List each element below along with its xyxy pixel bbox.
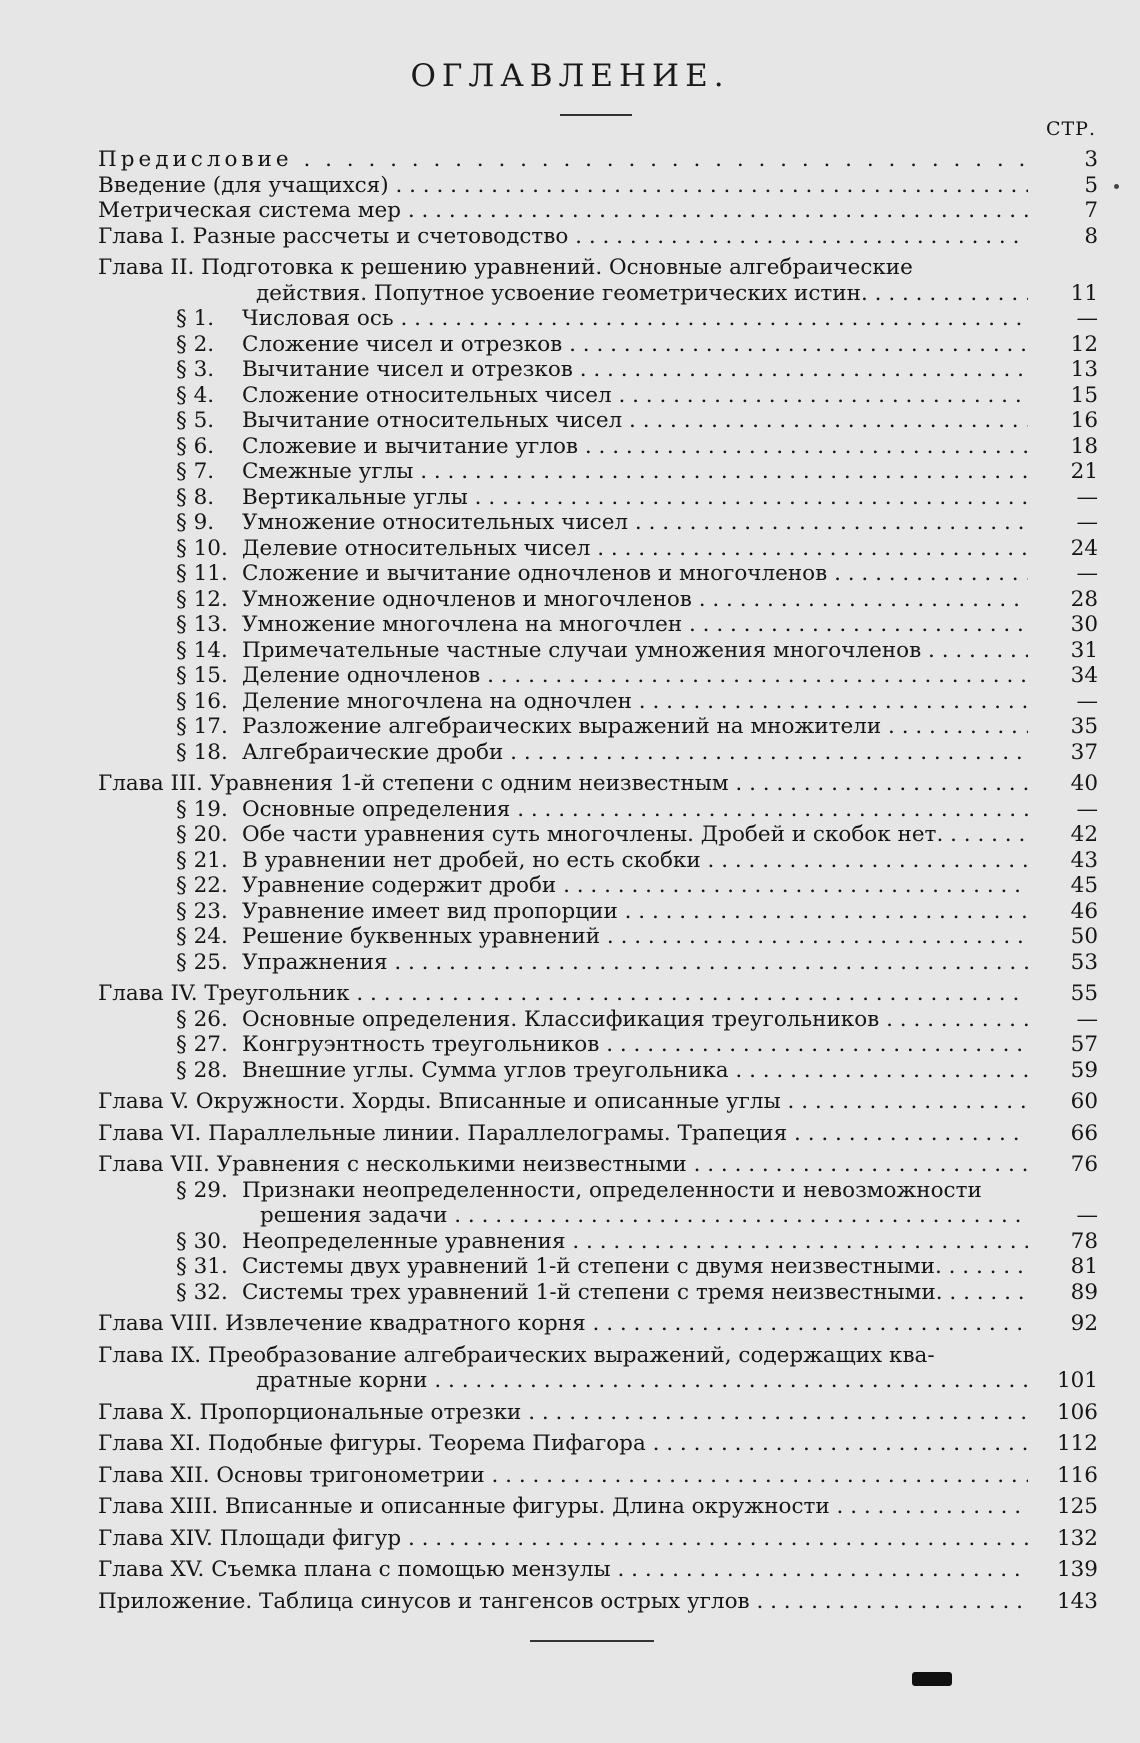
toc-section-label	[176, 797, 1028, 823]
toc-entry-page: 34	[1070, 663, 1098, 688]
toc-section[interactable]	[98, 924, 1098, 950]
section-number: § 16.	[176, 688, 228, 714]
toc-entry-label: Глава XIV. Площади фигур . . .	[98, 1526, 1028, 1552]
toc-entry-page: 40	[1070, 771, 1098, 796]
toc-entry-page: 92	[1070, 1311, 1098, 1336]
section-number: § 19.	[176, 796, 228, 822]
toc-entry-page: 139	[1056, 1557, 1098, 1582]
section-number: § 28.	[176, 1057, 228, 1083]
toc-section-label	[176, 638, 1028, 664]
section-title: Вертикальные углы	[242, 484, 468, 510]
toc-section-label	[176, 873, 1028, 899]
toc-section-label	[176, 924, 1028, 950]
toc-entry[interactable]	[98, 1463, 1098, 1489]
toc-entry[interactable]	[98, 1526, 1098, 1552]
section-title: Внешние углы. Сумма углов треугольника	[242, 1057, 729, 1083]
toc-entry-label	[98, 255, 1028, 306]
toc-entry-page: 59	[1070, 1057, 1098, 1083]
toc-entry-label: Метрическая система мер . . .	[98, 198, 1028, 224]
toc-section-label	[176, 740, 1028, 766]
toc-section-label	[176, 485, 1028, 511]
toc-section[interactable]	[98, 485, 1098, 511]
section-number: § 9.	[176, 510, 215, 535]
toc-section-line1	[176, 1178, 1028, 1204]
toc-entry-label: Глава XV. Съемка плана с помощью мензулы . . .	[98, 1557, 1028, 1583]
section-title: Основные определения. Классификация треугольников	[242, 1006, 880, 1032]
toc-entry-page: 57	[1070, 1032, 1098, 1057]
toc-entry-page: 53	[1070, 949, 1098, 975]
toc-section-label	[176, 357, 1028, 383]
toc-section-label	[176, 1229, 1028, 1255]
toc-entry-label: Глава VII. Уравнения с несколькими неизвестными . . .	[98, 1152, 1028, 1178]
ink-blot	[912, 1672, 952, 1686]
section-title: Разложение алгебраических выражений на множители	[242, 714, 882, 739]
toc-entry-label: Глава XI. Подобные фигуры. Теорема Пифагора . . .	[98, 1431, 1028, 1457]
toc-section-label	[176, 663, 1028, 689]
toc-entry-page: 60	[1070, 1089, 1098, 1114]
toc-section[interactable]	[98, 510, 1098, 536]
section-number: § 5.	[176, 408, 215, 433]
toc-section[interactable]	[98, 408, 1098, 434]
toc-entry-label: Глава X. Пропорциональные отрезки . . .	[98, 1400, 1028, 1426]
section-number: § 2.	[176, 331, 215, 357]
toc-entry-page: 55	[1070, 981, 1098, 1006]
toc-entry-page: 5	[1084, 172, 1098, 198]
toc-section-label	[176, 459, 1028, 485]
toc-section-label	[176, 950, 1028, 976]
toc-entry-label: Глава IV. Треугольник . . .	[98, 981, 1028, 1007]
section-title: Алгебраические дроби	[242, 739, 504, 765]
toc-section-label	[176, 536, 1028, 562]
toc-section[interactable]	[98, 1280, 1098, 1306]
toc-entry-page: 42	[1070, 822, 1098, 847]
toc-entry-page: 76	[1070, 1152, 1098, 1177]
section-title: Обе части уравнения суть многочлены. Дробей и скобок нет.	[242, 822, 944, 847]
toc-section-line2: решения задачи . . .	[176, 1203, 1028, 1229]
page-title: ОГЛАВЛЕНИЕ.	[410, 58, 730, 94]
toc-section[interactable]	[98, 357, 1098, 383]
toc-entry[interactable]	[98, 147, 1098, 173]
toc-section[interactable]	[98, 1254, 1098, 1280]
toc-section[interactable]	[98, 612, 1098, 638]
toc-section[interactable]	[98, 536, 1098, 562]
section-title: Смежные углы	[242, 459, 414, 484]
toc-entry[interactable]	[98, 1089, 1098, 1115]
toc-section-label	[176, 306, 1028, 332]
section-number: § 32.	[176, 1279, 228, 1305]
toc-entry-page: 3	[1084, 147, 1098, 172]
toc-entry-page: 28	[1070, 586, 1098, 612]
section-title: Неопределенные уравнения	[242, 1228, 566, 1254]
toc-entry-page: 15	[1070, 382, 1098, 408]
section-title: Примечательные частные случаи умножения многочленов	[242, 637, 922, 663]
toc-entry-page: 7	[1084, 198, 1098, 223]
toc-section-label	[176, 332, 1028, 358]
section-title: Упражнения	[242, 949, 388, 975]
toc-section-label	[176, 408, 1028, 434]
section-number: § 17.	[176, 714, 228, 739]
section-title: Умножение относительных чисел	[242, 510, 629, 535]
toc-entry[interactable]	[98, 255, 1098, 306]
toc-entry-label: Приложение. Таблица синусов и тангенсов острых углов . . .	[98, 1589, 1028, 1615]
section-title: Вычитание относительных чисел	[242, 408, 623, 433]
section-title: Умножение одночленов и многочленов	[242, 586, 692, 612]
section-number: § 10.	[176, 535, 228, 561]
toc-section-label	[176, 822, 1028, 848]
section-number: § 6.	[176, 433, 215, 459]
toc-entry[interactable]	[98, 981, 1098, 1007]
toc-entry-page: 21	[1070, 459, 1098, 484]
section-number: § 24.	[176, 924, 228, 949]
toc-entry-page: —	[1076, 1203, 1098, 1228]
toc-section-label	[176, 1032, 1028, 1058]
toc-entry[interactable]	[98, 198, 1098, 224]
section-title: Деление одночленов	[242, 663, 481, 688]
toc-entry-page: 143	[1056, 1588, 1098, 1614]
section-number: § 27.	[176, 1032, 228, 1057]
toc-section[interactable]	[98, 689, 1098, 715]
toc-entry[interactable]	[98, 1152, 1098, 1178]
toc-entry-page: 18	[1070, 433, 1098, 459]
toc-entry-label: Глава VIII. Извлечение квадратного корня . . .	[98, 1311, 1028, 1337]
section-title: Признаки неопределенности, определенности и невозможности	[242, 1177, 982, 1203]
toc-entry-page: 112	[1056, 1431, 1098, 1456]
toc-entry-page: —	[1076, 510, 1098, 535]
toc-entry[interactable]	[98, 1343, 1098, 1394]
toc-entry-page: 89	[1070, 1279, 1098, 1305]
toc-section-label	[176, 714, 1028, 740]
toc-entry-page: 106	[1056, 1399, 1098, 1425]
toc-entry-page: 16	[1070, 408, 1098, 433]
section-number: § 12.	[176, 586, 228, 612]
section-number: § 7.	[176, 459, 215, 484]
toc-section[interactable]	[98, 848, 1098, 874]
toc-entry-page: —	[1076, 1006, 1098, 1032]
toc-entry-page: —	[1076, 796, 1098, 822]
section-number: § 29.	[176, 1177, 228, 1203]
section-number: § 31.	[176, 1254, 228, 1279]
toc-entry[interactable]	[98, 1121, 1098, 1147]
section-number: § 15.	[176, 663, 228, 688]
toc-section-label	[176, 1058, 1028, 1084]
toc-entry-label-line1: Глава II. Подготовка к решению уравнений. Основные алгебраические	[98, 255, 913, 280]
toc-entry-page: 45	[1070, 873, 1098, 898]
toc-section-label	[176, 1254, 1028, 1280]
table-of-contents	[98, 142, 1098, 1614]
toc-entry[interactable]	[98, 1400, 1098, 1426]
toc-section[interactable]	[98, 459, 1098, 485]
section-title: Сложение относительных чисел	[242, 382, 612, 408]
toc-section[interactable]	[98, 434, 1098, 460]
section-number: § 1.	[176, 306, 215, 331]
toc-section[interactable]	[98, 1178, 1098, 1229]
toc-section-label	[176, 612, 1028, 638]
toc-section-label	[176, 848, 1028, 874]
page-column-header: СТР.	[1045, 118, 1096, 140]
toc-entry[interactable]	[98, 1589, 1098, 1615]
toc-entry-page: 116	[1056, 1462, 1098, 1488]
section-number: § 18.	[176, 739, 228, 765]
section-title: Основные определения	[242, 796, 511, 822]
toc-section[interactable]	[98, 561, 1098, 587]
toc-section[interactable]	[98, 873, 1098, 899]
toc-entry-page: 11	[1070, 280, 1098, 306]
toc-entry[interactable]	[98, 1431, 1098, 1457]
section-title: Сложение чисел и отрезков	[242, 331, 563, 357]
section-number: § 4.	[176, 382, 215, 408]
section-number: § 23.	[176, 898, 228, 924]
section-title: Уравнение содержит дроби	[242, 873, 557, 898]
toc-entry-page: 13	[1070, 357, 1098, 382]
section-number: § 11.	[176, 561, 228, 586]
section-title: Вычитание чисел и отрезков	[242, 357, 573, 382]
toc-entry-label-line2: действия. Попутное усвоение геометрических истин. . . .	[98, 281, 1028, 307]
section-number: § 13.	[176, 612, 228, 637]
section-title: Сложевие и вычитание углов	[242, 433, 579, 459]
toc-entry-page: —	[1076, 688, 1098, 714]
toc-entry-label: Глава XII. Основы тригонометрии . . .	[98, 1463, 1028, 1489]
toc-entry-label: Глава VI. Параллельные линии. Параллелограмы. Трапеция . . .	[98, 1121, 1028, 1147]
section-title: Уравнение имеет вид пропорции	[242, 898, 618, 924]
toc-section-label	[176, 561, 1028, 587]
toc-entry-page: 101	[1056, 1368, 1098, 1393]
toc-section-label	[176, 510, 1028, 536]
toc-entry-label: Глава III. Уравнения 1-й степени с одним неизвестным . . .	[98, 771, 1028, 797]
end-divider	[530, 1640, 654, 1642]
toc-entry-label: Глава I. Разные рассчеты и счетоводство . . .	[98, 224, 1028, 250]
toc-section-label	[176, 689, 1028, 715]
toc-entry-page: 81	[1070, 1254, 1098, 1279]
toc-entry-label: Глава XIII. Вписанные и описанные фигуры. Длина окружности . . .	[98, 1494, 1028, 1520]
toc-section[interactable]	[98, 822, 1098, 848]
toc-entry-page: 24	[1070, 535, 1098, 561]
section-title: Сложение и вычитание одночленов и многочленов	[242, 561, 828, 586]
toc-section-label	[176, 434, 1028, 460]
toc-section-label	[176, 587, 1028, 613]
toc-entry-page: —	[1076, 484, 1098, 510]
section-title: Решение буквенных уравнений	[242, 924, 601, 949]
toc-entry-page: 78	[1070, 1228, 1098, 1254]
title-divider	[560, 114, 632, 116]
toc-entry-page: 30	[1070, 612, 1098, 637]
toc-entry-page: 35	[1070, 714, 1098, 739]
toc-section[interactable]	[98, 797, 1098, 823]
toc-entry[interactable]	[98, 1311, 1098, 1337]
toc-entry-page: 46	[1070, 898, 1098, 924]
toc-entry-page: 43	[1070, 847, 1098, 873]
section-title: Системы трех уравнений 1-й степени с тремя неизвестными.	[242, 1279, 943, 1305]
toc-entry[interactable]	[98, 771, 1098, 797]
toc-section[interactable]	[98, 332, 1098, 358]
toc-section[interactable]	[98, 663, 1098, 689]
toc-section[interactable]	[98, 1032, 1098, 1058]
toc-section[interactable]	[98, 1058, 1098, 1084]
toc-section[interactable]	[98, 714, 1098, 740]
toc-entry[interactable]	[98, 1557, 1098, 1583]
toc-section-label	[176, 1178, 1028, 1229]
section-number: § 21.	[176, 847, 228, 873]
toc-entry[interactable]	[98, 173, 1098, 199]
toc-entry-label-line2: дратные корни . . .	[98, 1368, 1028, 1394]
toc-section-label	[176, 1007, 1028, 1033]
section-number: § 3.	[176, 357, 215, 382]
toc-entry-page: 125	[1056, 1494, 1098, 1519]
toc-entry-page: —	[1076, 306, 1098, 331]
section-title: Делевие относительных чисел	[242, 535, 591, 561]
section-title: Умножение многочлена на многочлен	[242, 612, 683, 637]
toc-entry-label: Введение (для учащихся) . . .	[98, 173, 1028, 199]
toc-section[interactable]	[98, 950, 1098, 976]
section-number: § 25.	[176, 949, 228, 975]
toc-section[interactable]	[98, 740, 1098, 766]
toc-entry-page: 37	[1070, 739, 1098, 765]
ink-speck	[1114, 184, 1119, 189]
toc-section[interactable]	[98, 1229, 1098, 1255]
section-title: Конгруэнтность треугольников	[242, 1032, 600, 1057]
toc-entry-page: 31	[1070, 637, 1098, 663]
section-title: Системы двух уравнений 1-й степени с двумя неизвестными.	[242, 1254, 942, 1279]
toc-entry-page: 12	[1070, 331, 1098, 357]
toc-section[interactable]	[98, 383, 1098, 409]
toc-entry-page: 50	[1070, 924, 1098, 949]
toc-section-label	[176, 383, 1028, 409]
toc-entry-label: Предисловие . . .	[98, 147, 1028, 173]
toc-section-label	[176, 899, 1028, 925]
toc-section[interactable]	[98, 306, 1098, 332]
toc-section[interactable]	[98, 638, 1098, 664]
section-number: § 8.	[176, 484, 215, 510]
section-title: Деление многочлена на одночлен	[242, 688, 632, 714]
section-number: § 14.	[176, 637, 228, 663]
toc-entry-label-line1: Глава IX. Преобразование алгебраических выражений, содержащих ква-	[98, 1342, 935, 1368]
toc-entry-page: 132	[1056, 1525, 1098, 1551]
toc-entry[interactable]	[98, 1494, 1098, 1520]
toc-section-label	[176, 1280, 1028, 1306]
toc-section[interactable]	[98, 587, 1098, 613]
toc-entry-page: —	[1076, 561, 1098, 586]
section-number: § 20.	[176, 822, 228, 847]
toc-section[interactable]	[98, 1007, 1098, 1033]
toc-section[interactable]	[98, 899, 1098, 925]
toc-entry-label	[98, 1343, 1028, 1394]
toc-entry-page: 8	[1084, 223, 1098, 249]
section-number: § 22.	[176, 873, 228, 898]
section-number: § 30.	[176, 1228, 228, 1254]
section-number: § 26.	[176, 1006, 228, 1032]
toc-entry[interactable]	[98, 224, 1098, 250]
section-title: В уравнении нет дробей, но есть скобки	[242, 847, 701, 873]
toc-entry-label: Глава V. Окружности. Хорды. Вписанные и описанные углы . . .	[98, 1089, 1028, 1115]
toc-entry-page: 66	[1070, 1120, 1098, 1146]
section-title: Числовая ось	[242, 306, 394, 331]
